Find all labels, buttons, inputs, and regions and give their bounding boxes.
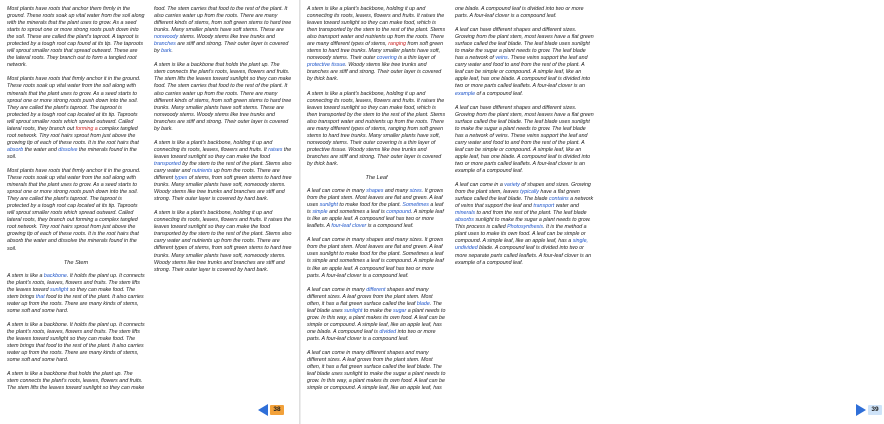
- paragraph: [154, 210, 292, 273]
- text-run: by the stem to the rest of the plant. Stems also carry water and: [154, 160, 292, 174]
- glossary-link[interactable]: minerals: [455, 210, 476, 217]
- right-page: [301, 0, 879, 424]
- left-page-columns: [7, 6, 292, 398]
- text-run: . The leaf blade uses: [307, 300, 442, 314]
- glossary-link[interactable]: protective tissue: [307, 62, 346, 69]
- text-run: A leaf can have different shapes and different sizes. Growing from the plant stem, most leaves have a flat green surface called the leaf blade. The leaf blade uses sunlight to make the sugar a plant needs to grow. The leaf blade has a network of: [455, 27, 594, 62]
- glossary-link[interactable]: example: [455, 90, 476, 97]
- text-run: A stem is like a: [7, 272, 44, 279]
- text-run: A stem is like a backbone that holds the plant up. The stem connects the plant's roots, leaves, flowers and fruits. The stem lifts the leaves toward sunlight so they can make food. The stem carries that food to the rest of the plant. It also carries water up from the roots. There are many different kinds of stems, from soft green stems to hard tree trunks. Many smaller plants have soft stems. These are: [7, 6, 292, 392]
- text-run: water and: [554, 203, 579, 210]
- text-run: A stem is like a backbone. It holds the plant up. It connects the plant's roots, leaves, flowers and fruits. The stem lifts the leaves toward sunlight so they can make food. The stem brings that food to the rest of the plant. It also carries water up from the roots. There are many kinds of stems, some soft and some hard.: [7, 321, 145, 364]
- glossary-link[interactable]: backbone: [43, 272, 67, 279]
- text-run: shapes and many different sizes. A leaf grows from the plant stem. Most often, it has a flat green surface called the leaf: [307, 286, 433, 307]
- text-run: A stem is like a plant's backbone, holding it up and connecting its roots, leaves, flowers and fruits. It raises the leaves toward sunlight so they can make the food transported by the stem to the rest of the plant. Stems also carry water and nutrients up from the roots. There are different types of stems, from soft green stems to hard tree trunks. Many smaller plants have soft, nonwoody stems. Woody stems like tree trunks and branches are stiff and strong. Their outer layer is covered by hard bark.: [154, 210, 292, 273]
- text-run: . It is the method a plant uses to make its own food. A leaf can be simple or compound. A simple leaf, like an apple leaf, has a: [455, 224, 587, 245]
- glossary-link[interactable]: compound: [386, 209, 411, 216]
- text-run: . It holds the plant up. It connects the plant's roots, leaves, flowers and fruits. The stem lifts the leaves toward: [7, 272, 145, 293]
- section-heading: The Leaf: [365, 175, 388, 182]
- glossary-link[interactable]: that: [35, 293, 45, 300]
- glossary-link[interactable]: typically: [520, 189, 539, 196]
- glossary-link[interactable]: Photosynthesis: [507, 224, 544, 231]
- paragraph: [154, 140, 292, 203]
- text-run: a plant needs to grow. In this way, a plant makes its own food. A leaf can be simple or compound. A simple leaf, like an apple leaf, has one blade. A compound leaf is: [307, 307, 446, 335]
- glossary-link[interactable]: simple: [312, 209, 328, 216]
- text-run: . It grows from the plant stem. Most leaves are flat and green. A leaf uses: [307, 188, 444, 209]
- text-run: of stems, from soft green stems to hard tree trunks. Many smaller plants have soft, nonwoody stems. Woody stems like tree trunks and branches are stiff and strong. Their outer layer is covered by hard bark.: [154, 175, 292, 203]
- text-run: Most plants have roots that firmly anchor it in the ground. These roots soak up vital water from the soil along with minerals that the plant uses to grow. As a seed starts to sprout one or more strong roots push down into the soil. They are called the plant's taproot. The taproot is protected by a tough root cap located at its tip. Taproots will sprout smaller roots which spread outward. Called lateral roots, they branch out forming a complex tangled root network. Tiny root hairs sprout from just above the growing tip of each of these roots. It is the root hairs that absorb the water and dissolve the minerals found in the soil.: [7, 167, 141, 252]
- text-run: the water and: [23, 146, 59, 153]
- glossary-link[interactable]: nonwoody: [154, 34, 179, 41]
- left-page: [0, 0, 299, 424]
- text-run: from soft green stems to hard tree trunks. Many smaller plants have soft, nonwoody stems. Their outer: [307, 41, 444, 62]
- glossary-link[interactable]: nutrients: [191, 167, 213, 174]
- text-run: Most plants have roots that anchor them firmly in the ground. These roots soak up vital water from the soil along with the minerals that the plant uses to grow. As a seed starts to sprout one or more strong roots push down into the soil. These are called the plant's taproot. A taproot is protected by a tough root cap found at its tip. The taproots will sprout smaller roots that spread outward. These are the lateral roots. They branch out to form a tangled root network.: [7, 6, 145, 69]
- text-run: complex tangled root network. Tiny root hairs sprout from just above the growing tip of each of these roots. It is the root hairs that: [7, 125, 139, 146]
- text-run: the minerals found in the soil.: [7, 146, 137, 160]
- text-run: . A simple leaf is like an apple leaf. A compound leaf has two or more leaflets. A: [307, 209, 444, 230]
- glossary-link[interactable]: sunlight: [344, 307, 363, 314]
- paragraph: [307, 6, 446, 84]
- text-run: a leaf is: [307, 202, 444, 216]
- page-number-right: 39: [868, 405, 882, 415]
- text-run: A leaf can come in many: [307, 286, 367, 293]
- text-run: to make the: [362, 307, 393, 314]
- text-run: . Woody stems like tree trunks and branches are stiff and strong. Their outer layer is covered by thick bark.: [307, 62, 442, 83]
- glossary-link[interactable]: sunlight: [319, 202, 338, 209]
- glossary-link[interactable]: ranging: [388, 41, 406, 48]
- text-run: stems. Woody stems like tree trunks and: [178, 34, 276, 41]
- text-run: is a compound leaf.: [366, 223, 414, 230]
- paragraph: [307, 188, 446, 230]
- text-run: and sometimes a leaf is: [327, 209, 387, 216]
- text-run: into two or more parts. A four-leaf clover is a compound leaf.: [307, 328, 436, 342]
- forward-arrow-icon[interactable]: [856, 404, 866, 416]
- text-run: and many: [383, 188, 410, 195]
- paragraph: [307, 287, 446, 343]
- glossary-link[interactable]: blade: [416, 300, 430, 307]
- text-run: are stiff and strong. Their outer layer is covered by: [154, 41, 289, 55]
- section-heading: The Stem: [63, 259, 89, 266]
- text-run: of a compound leaf.: [475, 90, 524, 97]
- text-run: A leaf can have different shapes and different sizes. Growing from the plant stem, most leaves have a flat green surface called the leaf blade. The leaf blade uses sunlight to make the sugar a plant needs to grow. The leaf blade has a network of veins. These veins support the leaf and carry water and food to and from the rest of the plant. A leaf can be simple or compound. A simple leaf, like an apple leaf, has one blade. A compound leaf is divided into two or more parts called leaflets. A four-leaf clover is an example of a compound leaf.: [455, 104, 594, 174]
- paragraph: [307, 237, 446, 279]
- glossary-link[interactable]: transported: [154, 160, 181, 167]
- paragraph: [154, 62, 292, 132]
- glossary-link[interactable]: variety: [504, 182, 520, 189]
- paragraph: [7, 6, 145, 69]
- glossary-link[interactable]: types: [174, 175, 188, 182]
- text-run: A stem is like a plant's backbone, holding it up and connecting its roots, leaves, flowers and fruits. It: [154, 139, 273, 153]
- glossary-link[interactable]: Sometimes: [402, 202, 429, 209]
- text-run: A stem is like a backbone that holds the plant up. The stem connects the plant's roots, leaves, flowers and fruits. The stem lifts the leaves toward sunlight so they can make food. The stem carries that food to the rest of the plant. It also carries water up from the roots. There are many different kinds of stems, from soft green stems to hard tree trunks. Many smaller plants have soft stems. These are nonwoody stems. Woody stems like tree trunks and branches are stiff and strong. Their outer layer is covered by bark.: [154, 62, 292, 132]
- glossary-link[interactable]: single, undivided: [455, 238, 588, 252]
- paragraph: [455, 182, 594, 267]
- text-run: a network of veins that support the leaf and: [455, 196, 594, 210]
- paragraph: [455, 27, 594, 97]
- text-run: up from the roots. There are different: [154, 167, 280, 182]
- text-run: . These veins support the leaf and carry water and food to and from the rest of the plant. A leaf can be simple or compound. A simple leaf, like an apple leaf, has one blade. A compound leaf is divided into two or more parts called leaflets. A four-leaf clover is an: [455, 55, 591, 90]
- text-run: A leaf can come in many different shapes and many different sizes. A leaf grows from the plant stem. Most often, it has a flat green surface called the leaf blade. The leaf blade uses sunlight to make the sugar a plant needs to grow. In this way, a plant makes its own food. A leaf can be simple or compound. A simple leaf, like an apple leaf, has one blade. A compound leaf is divided into two or more parts. A four-leaf clover is a compound leaf.: [307, 6, 584, 392]
- text-run: of shapes and sizes. Growing from the plant stem, leaves: [455, 182, 591, 196]
- right-page-footer: [856, 404, 884, 416]
- paragraph: [455, 105, 594, 175]
- right-page-columns: [307, 6, 594, 398]
- glossary-link[interactable]: shapes: [366, 188, 384, 195]
- text-run: have a flat green surface called the leaf blade. The blade: [455, 189, 580, 203]
- text-run: A leaf can come in many shapes and many sizes. It grows from the plant stem. Most leaves are flat and green. A leaf uses sunlight to make food for the plant. Sometimes a leaf is simple and sometimes a leaf is compound. A simple leaf is like an apple leaf. A compound leaf has two or more parts. A four-leaf clover is a compound leaf.: [307, 237, 444, 279]
- glossary-link[interactable]: bark: [161, 48, 172, 55]
- paragraph: [7, 76, 145, 161]
- glossary-link[interactable]: raises: [268, 146, 283, 153]
- glossary-link[interactable]: transport: [533, 203, 555, 210]
- text-run: food to the rest of the plant. It also carries water up from the roots. There are many kinds of stems, some soft and some hard.: [7, 293, 144, 314]
- glossary-link[interactable]: different: [366, 286, 386, 293]
- text-run: so they can make food. The stem brings: [7, 286, 136, 300]
- glossary-link[interactable]: covering: [376, 55, 397, 62]
- left-page-footer: [258, 404, 286, 416]
- text-run: blade. A compound leaf is divided into two or more separate parts called leaflets. A four-leaf clover is an example of a compound leaf.: [455, 245, 592, 266]
- glossary-link[interactable]: absorbs: [455, 217, 474, 224]
- text-run: is a thin layer of: [396, 55, 436, 62]
- glossary-link[interactable]: veins: [495, 55, 508, 62]
- glossary-link[interactable]: absorb: [7, 146, 24, 153]
- glossary-link[interactable]: sunlight: [50, 286, 69, 293]
- back-arrow-icon[interactable]: [258, 404, 268, 416]
- text-run: A leaf can come in a: [455, 182, 505, 189]
- glossary-link[interactable]: sizes: [409, 188, 422, 195]
- page-number-left: 38: [270, 405, 284, 415]
- paragraph: [7, 273, 145, 315]
- text-run: sunlight to make the sugar a plant needs to grow. This process is called: [455, 217, 591, 231]
- text-run: A stem is like a plant's backbone, holding it up and connecting its roots, leaves, flowers and fruits. It raises the leaves toward sunlight so they can make food, which is then transported by the stem to the rest of the plant. Stems also transport water and nutrients up from the roots. There are many different types of stems, ranging from soft green stems to hard tree trunks. Many smaller plants have soft, nonwoody stems. Their outer covering is a thin layer of protective tissue. Woody stems like tree trunks and branches are stiff and strong. Their outer layer is covered by thick bark.: [307, 90, 446, 167]
- text-run: to and from the rest of the plant. The leaf blade: [475, 210, 587, 217]
- glossary-link[interactable]: dissolve: [58, 146, 78, 153]
- glossary-link[interactable]: branches: [154, 41, 176, 48]
- text-run: A stem is like a plant's backbone, holding it up and connecting its roots, leaves, flowers and fruits. It raises the leaves toward sunlight so they can make food, which is then transported by the stem to the rest of the plant. Stems also transport water and nutrients up from the roots. There are many different types of stems,: [307, 6, 446, 48]
- glossary-link[interactable]: contains: [548, 196, 569, 203]
- text-run: to make food for the plant.: [337, 202, 403, 209]
- text-run: Most plants have roots that firmly anchor it in the ground. These roots soak up vital water from the soil along with minerals that the plant uses to grow. As a seed starts to sprout one or more strong roots push down into the soil. They are called the plant's taproot. The taproot is protected by a tough root cap located at its tip. Taproots will sprout smaller roots which spread outward. Called lateral roots, they branch out: [7, 76, 141, 132]
- text-run: the leaves toward sunlight so they can make the food: [154, 146, 292, 160]
- text-run: .: [171, 48, 173, 55]
- paragraph: [7, 168, 145, 253]
- paragraph: [307, 91, 446, 169]
- paragraph: [7, 322, 145, 364]
- text-run: A leaf can come in many: [307, 188, 367, 195]
- glossary-link[interactable]: four-leaf clover: [331, 223, 367, 230]
- glossary-link[interactable]: sugar: [393, 307, 407, 314]
- glossary-link[interactable]: forming a: [75, 125, 98, 132]
- glossary-link[interactable]: divided: [379, 328, 397, 335]
